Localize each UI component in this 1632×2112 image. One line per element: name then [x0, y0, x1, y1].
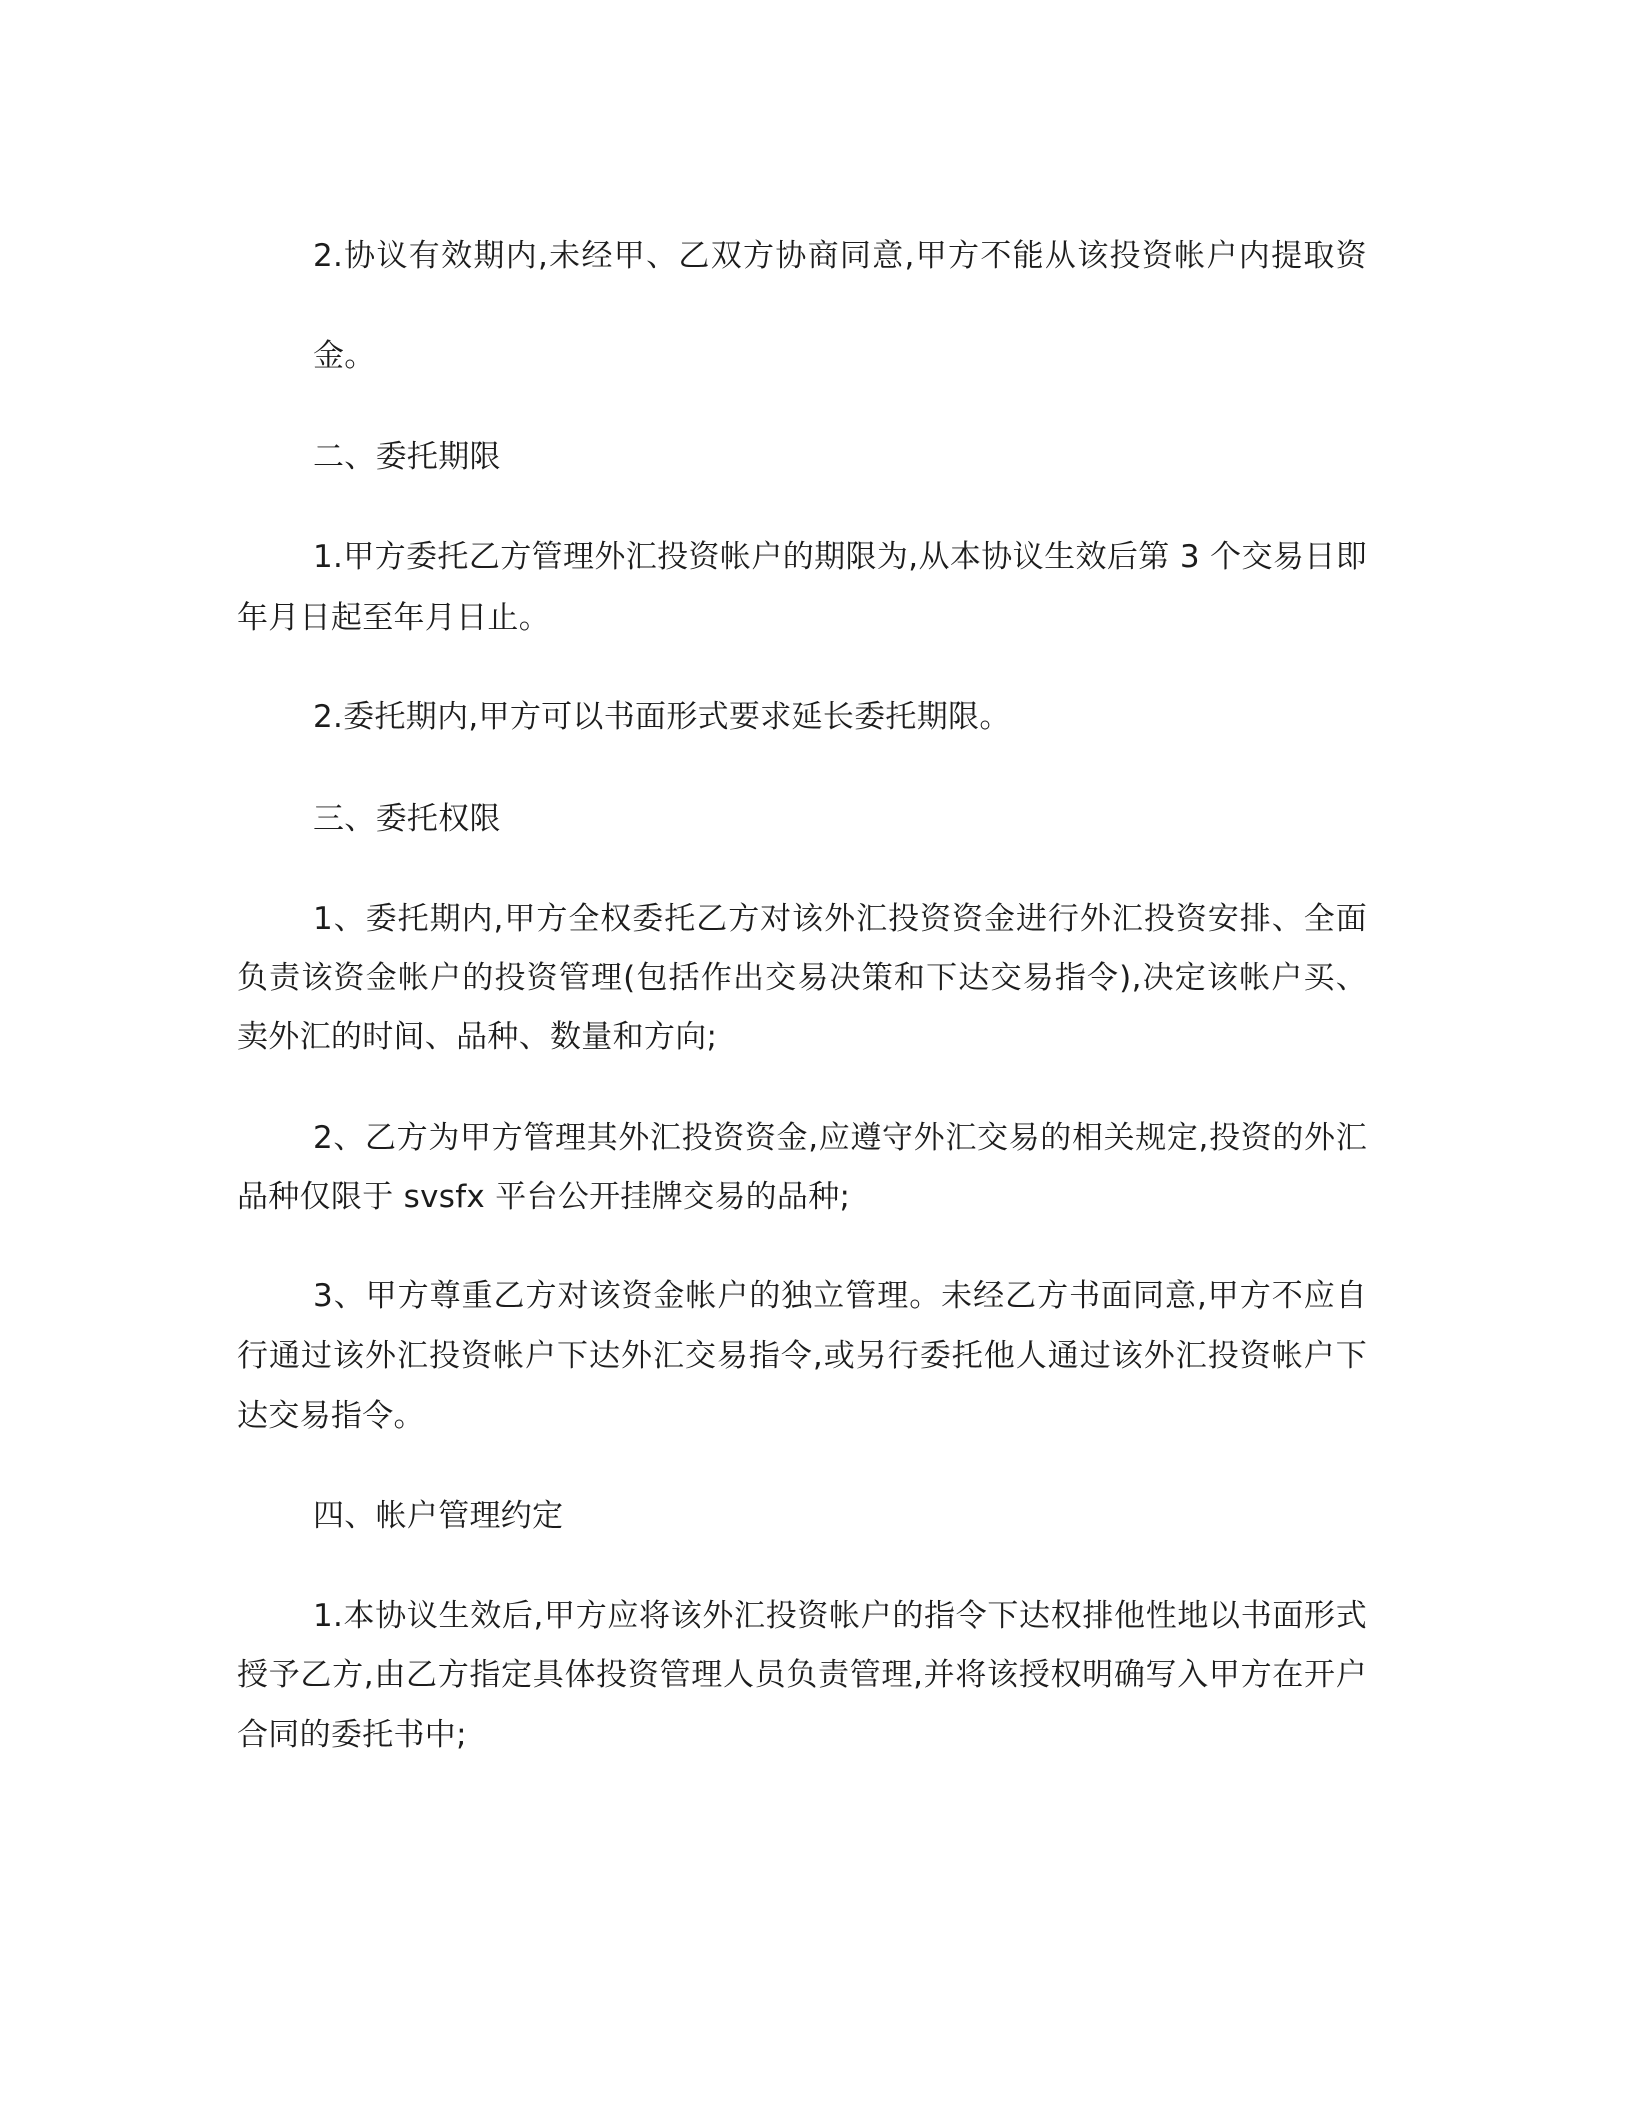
paragraph-line: 卖外汇的时间、品种、数量和方向; — [237, 1019, 718, 1055]
paragraph-line: 品种仅限于 svsfx 平台公开挂牌交易的品种; — [237, 1179, 851, 1215]
section-heading: 三、委托权限 — [313, 801, 501, 837]
paragraph-line: 2、乙方为甲方管理其外汇投资资金,应遵守外汇交易的相关规定,投资的外汇 — [313, 1120, 1367, 1156]
paragraph-line: 行通过该外汇投资帐户下达外汇交易指令,或另行委托他人通过该外汇投资帐户下 — [237, 1338, 1367, 1374]
paragraph-line: 金。 — [313, 338, 376, 374]
paragraph-line: 3、甲方尊重乙方对该资金帐户的独立管理。未经乙方书面同意,甲方不应自 — [313, 1278, 1367, 1314]
section-heading: 二、委托期限 — [313, 439, 501, 475]
paragraph-line: 负责该资金帐户的投资管理(包括作出交易决策和下达交易指令),决定该帐户买、 — [237, 960, 1367, 996]
paragraph-line: 1.甲方委托乙方管理外汇投资帐户的期限为,从本协议生效后第 3 个交易日即 — [313, 539, 1367, 575]
paragraph-line: 达交易指令。 — [237, 1398, 425, 1434]
paragraph-line: 合同的委托书中; — [237, 1717, 467, 1753]
paragraph-line: 1、委托期内,甲方全权委托乙方对该外汇投资资金进行外汇投资安排、全面 — [313, 901, 1367, 937]
paragraph-line: 1.本协议生效后,甲方应将该外汇投资帐户的指令下达权排他性地以书面形式 — [313, 1598, 1367, 1634]
paragraph-line: 2.协议有效期内,未经甲、乙双方协商同意,甲方不能从该投资帐户内提取资 — [313, 238, 1367, 274]
section-heading: 四、帐户管理约定 — [313, 1498, 564, 1534]
paragraph-line: 授予乙方,由乙方指定具体投资管理人员负责管理,并将该授权明确写入甲方在开户 — [237, 1657, 1367, 1693]
paragraph-line: 年月日起至年月日止。 — [237, 600, 550, 636]
paragraph-line: 2.委托期内,甲方可以书面形式要求延长委托期限。 — [313, 699, 1011, 735]
